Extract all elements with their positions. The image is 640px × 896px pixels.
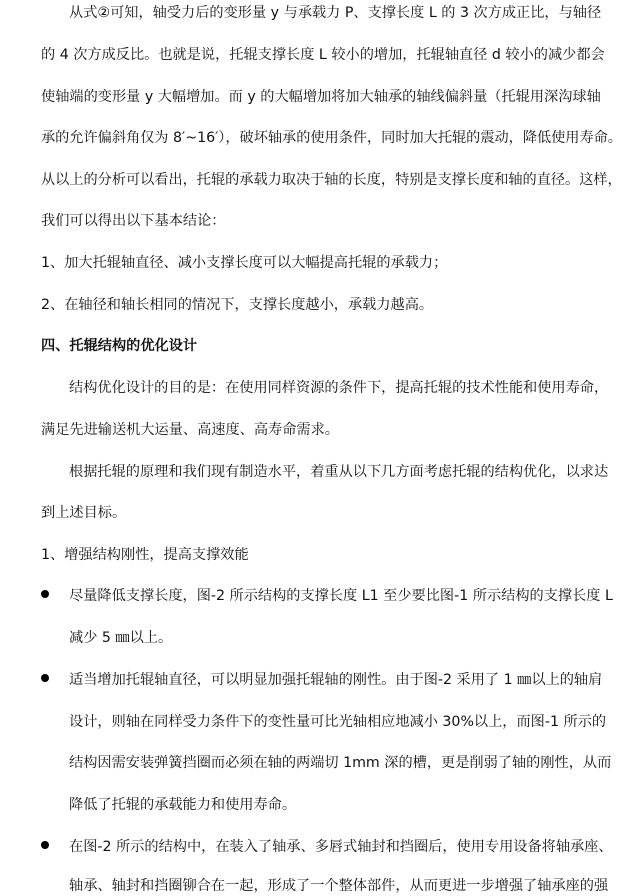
paragraph-2-line-2: 我们可以得出以下基本结论： <box>41 213 226 229</box>
paragraph-4-line-2: 到上述目标。 <box>41 505 127 521</box>
bullet-3-line-1: 在图-2 所示的结构中，在装入了轴承、多唇式轴封和挡圈后，使用专用设备将轴承座、 <box>69 839 613 855</box>
bullet-2-line-2: 设计，则轴在同样受力条件下的变性量可比光轴相应地减小 30%以上，而图-1 所示的 <box>69 714 607 730</box>
paragraph-3-line-2: 满足先进输送机大运量、高速度、高寿命需求。 <box>41 422 339 438</box>
bullet-2-line-3: 结构因需安装弹簧挡圈而必须在轴的两端切 1mm 深的槽，更是削弱了轴的刚性，从而 <box>69 755 612 771</box>
paragraph-3-line-1: 结构优化设计的目的是：在使用同样资源的条件下，提高托辊的技术性能和使用寿命， <box>69 380 609 396</box>
paragraph-1-line-2: 的 4 次方成反比。也就是说，托辊支撑长度 L 较小的增加，托辊轴直径 d 较小的减少都会 <box>41 47 605 63</box>
paragraph-1-line-4: 承的允许偏斜角仅为 8′~16′），破坏轴承的使用条件，同时加大托辊的震动，降低使用寿命。 <box>41 130 622 146</box>
conclusion-2: 2、在轴径和轴长相同的情况下，支撑长度越小，承载力越高。 <box>41 297 434 313</box>
bullet-2-line-1: 适当增加托辊轴直径，可以明显加强托辊轴的刚性。由于图-2 采用了 1 ㎜以上的轴肩 <box>69 672 603 688</box>
paragraph-4-line-1: 根据托辊的原理和我们现有制造水平，着重从以下几方面考虑托辊的结构优化，以求达 <box>69 464 609 480</box>
paragraph-1-line-1: 从式②可知，轴受力后的变形量 y 与承载力 P、支撑长度 L 的 3 次方成正比，与轴径 <box>69 5 602 21</box>
bullet-1-line-1: 尽量降低支撑长度，图-2 所示结构的支撑长度 L1 至少要比图-1 所示结构的支撑长度 L <box>69 588 613 604</box>
bullet-icon <box>41 590 49 598</box>
bullet-2-line-4: 降低了托辊的承载能力和使用寿命。 <box>69 797 297 813</box>
bullet-icon <box>41 674 49 682</box>
bullet-1-line-2: 减少 5 ㎜以上。 <box>69 630 173 646</box>
subsection-heading: 1、增强结构刚性，提高支撑效能 <box>41 547 249 563</box>
bullet-icon <box>41 841 49 849</box>
paragraph-2-line-1: 从以上的分析可以看出，托辊的承载力取决于轴的长度，特别是支撑长度和轴的直径。这样， <box>41 172 622 188</box>
bullet-3-line-2: 轴承、轴封和挡圈铆合在一起，形成了一个整体部件，从而更进一步增强了轴承座的强 <box>69 878 609 894</box>
conclusion-1: 1、加大托辊轴直径、减小支撑长度可以大幅提高托辊的承载力； <box>41 255 448 271</box>
paragraph-1-line-3: 使轴端的变形量 y 大幅增加。而 y 的大幅增加将加大轴承的轴线偏斜量（托辊用深沟球轴 <box>41 89 601 105</box>
section-heading: 四、托辊结构的优化设计 <box>41 338 198 354</box>
